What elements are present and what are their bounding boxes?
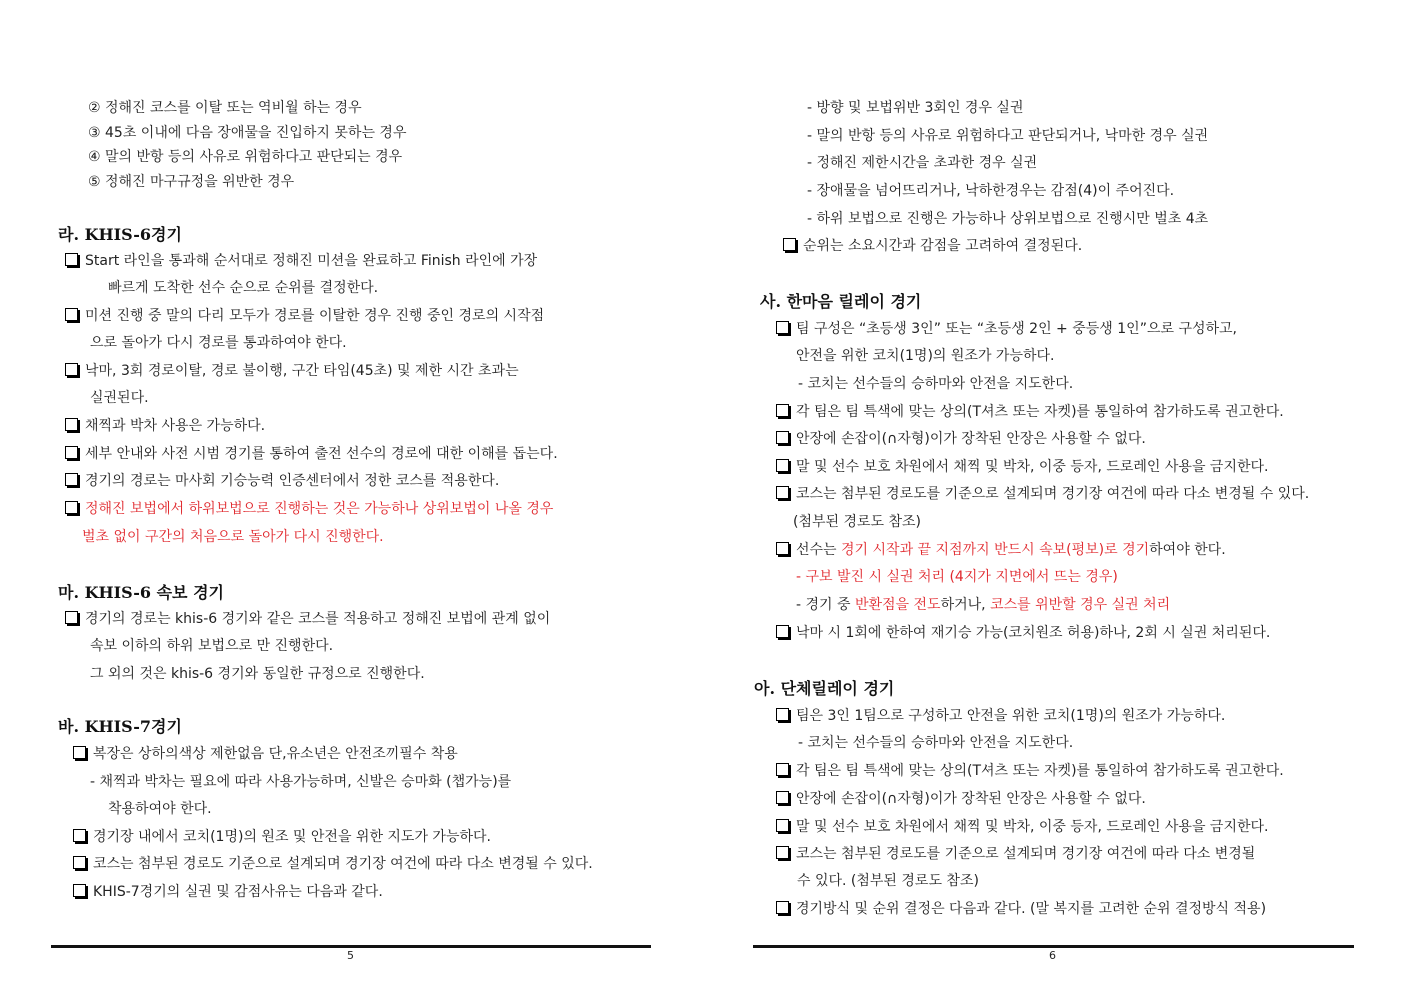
list-item: - 장애물을 넘어뜨리거나, 낙하한경우는 감점(4)이 주어진다.: [807, 183, 1175, 199]
text-line: 실권된다.: [90, 390, 149, 406]
checkbox-item: 안장에 손잡이(∩자형)이가 장착된 안장은 사용할 수 없다.: [776, 429, 1146, 449]
checkbox-item: 경기방식 및 순위 결정은 다음과 같다. (말 복지를 고려한 순위 결정방식 적용): [776, 899, 1266, 919]
checkbox-item: 각 팀은 팀 특색에 맞는 상의(T셔츠 또는 자켓)를 통일하여 참가하도록 권고한다.: [776, 402, 1284, 422]
checkbox-icon: [65, 253, 78, 266]
checkbox-item: 경기의 경로는 khis-6 경기와 같은 코스를 적용하고 정해진 보법에 관계 없이: [65, 609, 550, 629]
section-heading: 사. 한마음 릴레이 경기: [760, 292, 922, 311]
checkbox-icon: [776, 459, 789, 472]
checkbox-item: 팀은 3인 1팀으로 구성하고 안전을 위한 코치(1명)의 원조가 가능하다.: [776, 706, 1225, 726]
list-item: - 방향 및 보법위반 3회인 경우 실권: [807, 100, 1024, 116]
checkbox-item: 코스는 첨부된 경로도 기준으로 설계되며 경기장 여건에 따라 다소 변경될 수 있다.: [73, 854, 593, 874]
checkbox-item: 코스는 첨부된 경로도를 기준으로 설계되며 경기장 여건에 따라 다소 변경될: [776, 844, 1255, 864]
checkbox-item: 세부 안내와 사전 시범 경기를 통하여 출전 선수의 경로에 대한 이해를 돕는다.: [65, 444, 558, 464]
checkbox-item: 경기의 경로는 마사회 기승능력 인증센터에서 정한 코스를 적용한다.: [65, 471, 499, 491]
checkbox-item: 낙마, 3회 경로이탈, 경로 불이행, 구간 타임(45초) 및 제한 시간 초과는: [65, 361, 519, 381]
checkbox-icon: [776, 846, 789, 859]
text-line: - 채찍과 박차는 필요에 따라 사용가능하며, 신발은 승마화 (챕가능)를: [90, 774, 512, 790]
checkbox-item: 경기장 내에서 코치(1명)의 원조 및 안전을 위한 지도가 가능하다.: [73, 827, 491, 847]
checkbox-icon: [776, 404, 789, 417]
checkbox-item: 안장에 손잡이(∩자형)이가 장착된 안장은 사용할 수 없다.: [776, 789, 1146, 809]
checkbox-icon: [776, 901, 789, 914]
page-number: 5: [347, 949, 354, 962]
text-line: 빠르게 도착한 선수 순으로 순위를 결정한다.: [108, 280, 379, 296]
list-item: ⑤ 정해진 마구규정을 위반한 경우: [88, 174, 295, 190]
text-line: 그 외의 것은 khis-6 경기와 동일한 규정으로 진행한다.: [90, 666, 425, 682]
section-heading: 마. KHIS-6 속보 경기: [58, 583, 224, 602]
list-item: - 정해진 제한시간을 초과한 경우 실권: [807, 155, 1038, 171]
section-heading: 바. KHIS-7경기: [58, 717, 182, 736]
text-line: - 경기 중 반환점을 전도하거나, 코스를 위반할 경우 실권 처리: [796, 597, 1171, 613]
checkbox-icon: [65, 446, 78, 459]
text-line: 으로 돌아가 다시 경로를 통과하여야 한다.: [90, 335, 347, 351]
checkbox-item: Start 라인을 통과해 순서대로 정해진 미션을 완료하고 Finish 라인에 가장: [65, 251, 537, 271]
checkbox-item: 코스는 첨부된 경로도를 기준으로 설계되며 경기장 여건에 따라 다소 변경될 수 있다.: [776, 484, 1309, 504]
checkbox-icon: [776, 486, 789, 499]
checkbox-icon: [73, 746, 86, 759]
text-line: (첨부된 경로도 참조): [793, 514, 922, 530]
checkbox-icon: [776, 791, 789, 804]
checkbox-icon: [776, 625, 789, 638]
section-heading: 라. KHIS-6경기: [58, 225, 182, 244]
list-item: ② 정해진 코스를 이탈 또는 역비월 하는 경우: [88, 100, 362, 116]
text-line: 착용하여야 한다.: [108, 801, 212, 817]
checkbox-item: 말 및 선수 보호 차원에서 채찍 및 박차, 이중 등자, 드로레인 사용을 금지한다.: [776, 817, 1268, 837]
checkbox-icon: [776, 321, 789, 334]
checkbox-item: 말 및 선수 보호 차원에서 채찍 및 박차, 이중 등자, 드로레인 사용을 금지한다.: [776, 457, 1268, 477]
checkbox-icon: [65, 473, 78, 486]
checkbox-icon: [776, 708, 789, 721]
checkbox-icon: [73, 884, 86, 897]
list-item: - 말의 반항 등의 사유로 위험하다고 판단되거나, 낙마한 경우 실권: [807, 128, 1209, 144]
checkbox-icon: [65, 308, 78, 321]
page-number: 6: [1049, 949, 1056, 962]
checkbox-icon: [783, 238, 796, 251]
checkbox-item: KHIS-7경기의 실권 및 감점사유는 다음과 같다.: [73, 882, 383, 902]
checkbox-icon: [776, 819, 789, 832]
checkbox-item: 채찍과 박차 사용은 가능하다.: [65, 416, 265, 436]
checkbox-icon: [65, 418, 78, 431]
section-heading: 아. 단체릴레이 경기: [754, 679, 895, 698]
checkbox-item: 정해진 보법에서 하위보법으로 진행하는 것은 가능하나 상위보법이 나올 경우: [65, 499, 553, 519]
checkbox-icon: [73, 829, 86, 842]
checkbox-item: 미션 진행 중 말의 다리 모두가 경로를 이탈한 경우 진행 중인 경로의 시작점: [65, 306, 544, 326]
checkbox-icon: [65, 501, 78, 514]
checkbox-icon: [776, 763, 789, 776]
text-line: - 코치는 선수들의 승하마와 안전을 지도한다.: [798, 735, 1074, 751]
text-line: 속보 이하의 하위 보법으로 만 진행한다.: [90, 638, 334, 654]
checkbox-item: 순위는 소요시간과 감점을 고려하여 결정된다.: [783, 236, 1082, 256]
footer-rule: [51, 945, 651, 948]
list-item: ③ 45초 이내에 다음 장애물을 진입하지 못하는 경우: [88, 125, 407, 141]
text-line: - 구보 발진 시 실권 처리 (4지가 지면에서 뜨는 경우): [796, 569, 1118, 585]
text-line: - 코치는 선수들의 승하마와 안전을 지도한다.: [798, 376, 1074, 392]
list-item: - 하위 보법으로 진행은 가능하나 상위보법으로 진행시만 벌초 4초: [807, 211, 1209, 227]
checkbox-item: 낙마 시 1회에 한하여 재기승 가능(코치원조 허용)하나, 2회 시 실권 처리된다.: [776, 623, 1270, 643]
text-line: 수 있다. (첨부된 경로도 참조): [797, 873, 979, 889]
checkbox-item: 팀 구성은 “초등생 3인” 또는 “초등생 2인 + 중등생 1인”으로 구성하고,: [776, 319, 1237, 339]
checkbox-icon: [776, 431, 789, 444]
checkbox-item: 복장은 상하의색상 제한없음 단,유소년은 안전조끼필수 착용: [73, 744, 458, 764]
text-line: 벌초 없이 구간의 처음으로 돌아가 다시 진행한다.: [82, 529, 384, 545]
checkbox-item: 각 팀은 팀 특색에 맞는 상의(T셔츠 또는 자켓)를 통일하여 참가하도록 권고한다.: [776, 761, 1284, 781]
checkbox-icon: [65, 363, 78, 376]
checkbox-icon: [776, 542, 789, 555]
text-line: 안전을 위한 코치(1명)의 원조가 가능하다.: [796, 348, 1055, 364]
list-item: ④ 말의 반항 등의 사유로 위험하다고 판단되는 경우: [88, 149, 403, 165]
checkbox-item: 선수는 경기 시작과 끝 지점까지 반드시 속보(평보)로 경기하여야 한다.: [776, 540, 1226, 560]
checkbox-icon: [73, 856, 86, 869]
checkbox-icon: [65, 611, 78, 624]
footer-rule: [753, 945, 1354, 948]
